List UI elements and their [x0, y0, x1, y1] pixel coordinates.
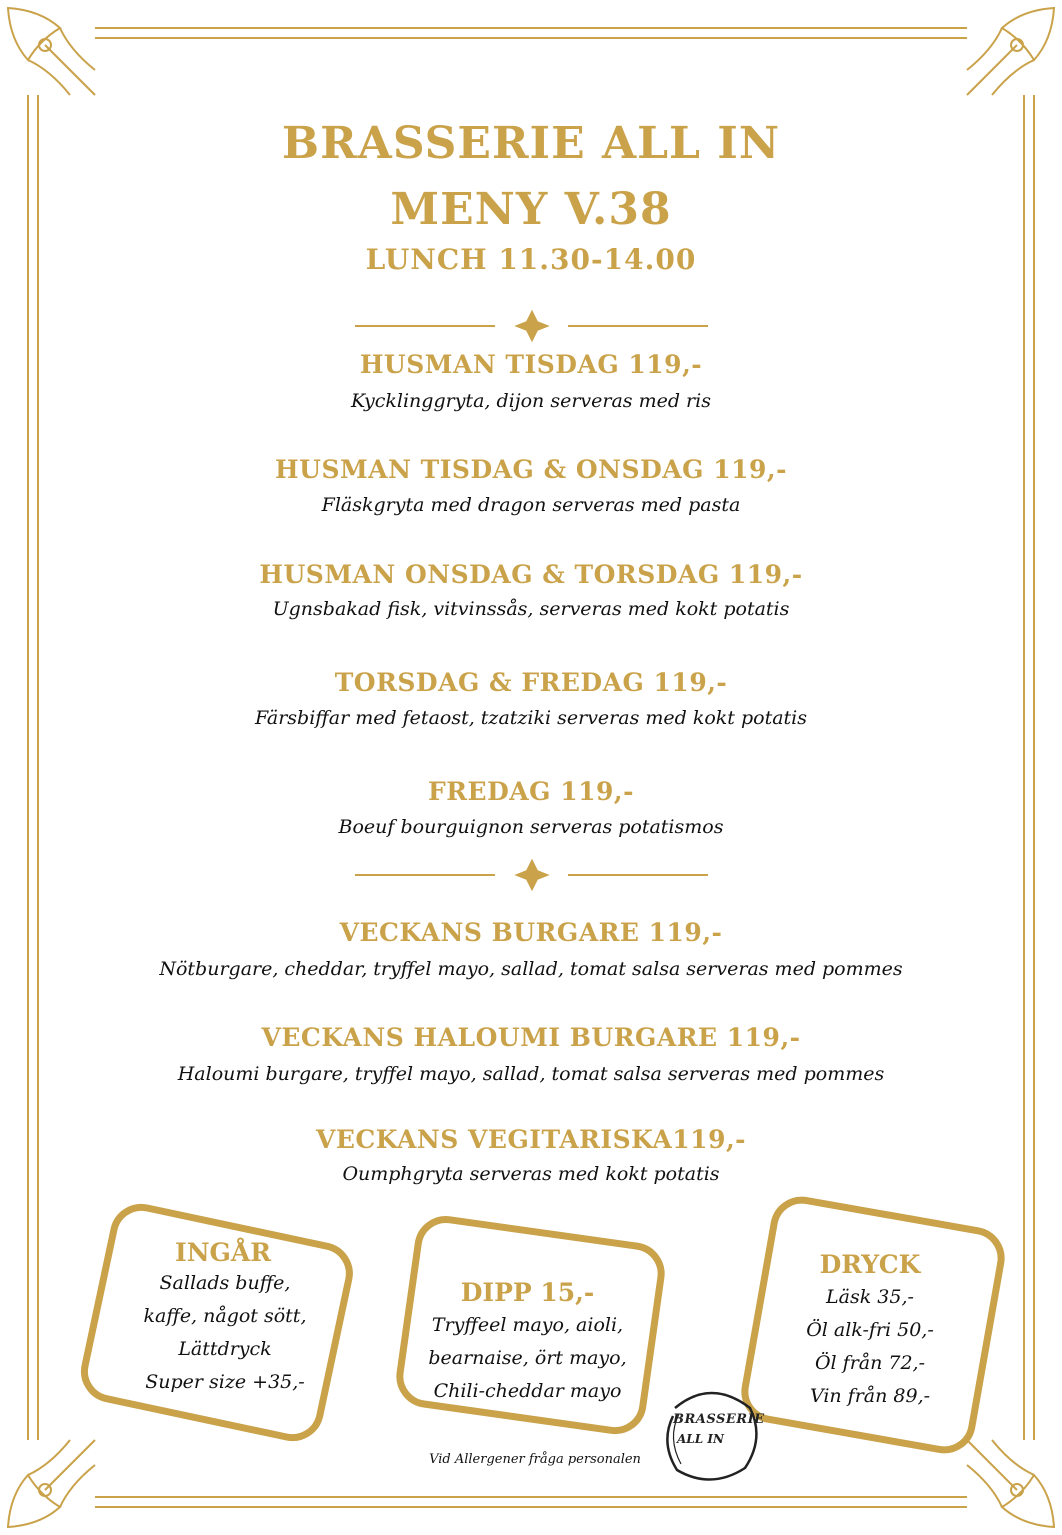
- box-dryck-line: Öl alk-fri 50,-: [806, 1319, 934, 1341]
- restaurant-name: BRASSERIE ALL IN: [281, 118, 781, 169]
- item-title: HUSMAN TISDAG & ONSDAG 119,-: [275, 455, 787, 484]
- lunch-hours: LUNCH 11.30-14.00: [365, 243, 697, 276]
- brand-logo: [655, 1378, 767, 1490]
- item-title: VECKANS VEGITARISKA119,-: [315, 1125, 747, 1154]
- menu-week: MENY V.38: [390, 184, 672, 235]
- box-dryck-line: Öl från 72,-: [814, 1352, 926, 1374]
- divider-top: [355, 312, 708, 340]
- item-desc: Fläskgryta med dragon serveras med pasta: [321, 494, 741, 516]
- item-desc: Färsbiffar med fetaost, tzatziki serveras med kokt potatis: [254, 707, 808, 729]
- item-desc: Ugnsbakad fisk, vitvinssås, serveras med kokt potatis: [272, 598, 790, 620]
- box-dryck-title: DRYCK: [819, 1250, 921, 1279]
- box-dipp-title: DIPP 15,-: [460, 1278, 595, 1307]
- item-desc: Boeuf bourguignon serveras potatismos: [338, 816, 724, 838]
- item-title: HUSMAN TISDAG 119,-: [359, 350, 703, 379]
- box-ingar-line: Super size +35,-: [145, 1371, 305, 1393]
- logo-line2: ALL IN: [677, 1432, 724, 1446]
- allergen-note: Vid Allergener fråga personalen: [429, 1452, 641, 1467]
- item-title: VECKANS HALOUMI BURGARE 119,-: [261, 1023, 801, 1052]
- item-desc: Oumphgryta serveras med kokt potatis: [342, 1163, 720, 1185]
- box-ingar-line: Lättdryck: [178, 1338, 272, 1360]
- item-desc: Nötburgare, cheddar, tryffel mayo, sallad, tomat salsa serveras med pommes: [159, 958, 903, 980]
- item-desc: Haloumi burgare, tryffel mayo, sallad, tomat salsa serveras med pommes: [177, 1063, 885, 1085]
- item-title: TORSDAG & FREDAG 119,-: [334, 668, 728, 697]
- box-dryck: [765, 1250, 975, 1413]
- item-title: FREDAG 119,-: [428, 777, 634, 806]
- box-dryck-line: Vin från 89,-: [809, 1385, 931, 1407]
- box-ingar-line: kaffe, något sött,: [143, 1305, 307, 1327]
- box-dipp-line: Tryffeel mayo, aioli,: [431, 1314, 624, 1336]
- box-dryck-line: Läsk 35,-: [826, 1286, 914, 1308]
- item-desc: Kycklinggryta, dijon serveras med ris: [351, 390, 711, 412]
- box-dipp-line: Chili-cheddar mayo: [433, 1380, 622, 1402]
- box-ingar-title: INGÅR: [175, 1238, 272, 1267]
- box-ingar-line: Sallads buffe,: [159, 1272, 291, 1294]
- item-title: HUSMAN ONSDAG & TORSDAG 119,-: [259, 560, 803, 589]
- box-dipp: [420, 1278, 635, 1408]
- logo-line1: BRASSERIE: [673, 1412, 765, 1427]
- box-dipp-line: bearnaise, ört mayo,: [428, 1347, 627, 1369]
- item-title: VECKANS BURGARE 119,-: [339, 918, 723, 947]
- box-ingar: [120, 1238, 330, 1399]
- divider-middle: [355, 861, 708, 889]
